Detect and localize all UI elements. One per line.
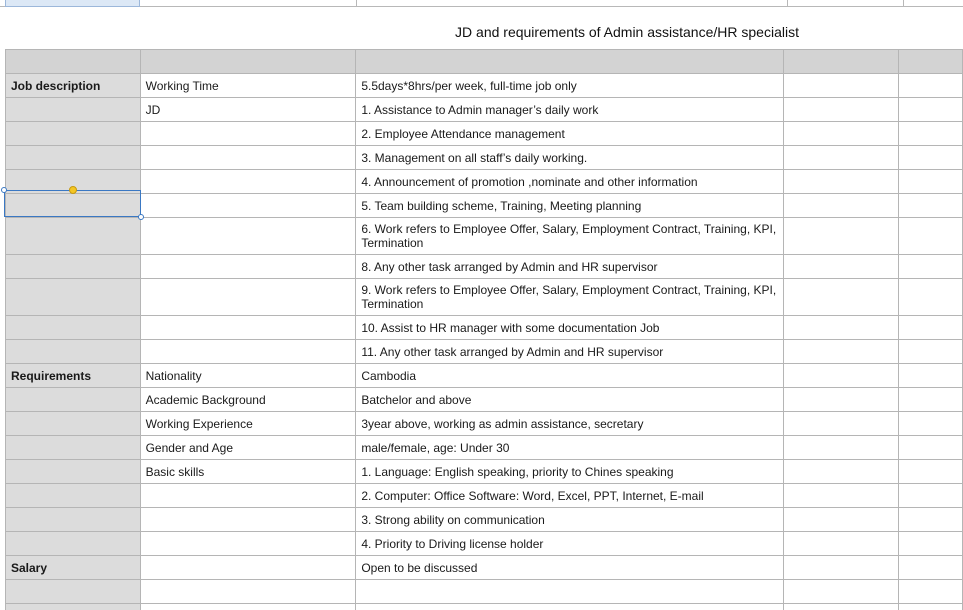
category-cell[interactable] [6, 218, 141, 255]
empty-cell[interactable] [899, 436, 963, 460]
detail-cell[interactable]: Batchelor and above [356, 388, 784, 412]
detail-cell[interactable]: 3. Management on all staff’s daily working. [356, 146, 784, 170]
empty-cell[interactable] [899, 316, 963, 340]
empty-cell[interactable] [899, 218, 963, 255]
item-cell[interactable] [140, 170, 356, 194]
empty-cell[interactable] [784, 340, 899, 364]
table-row [6, 170, 963, 194]
category-cell[interactable] [6, 508, 141, 532]
detail-cell[interactable]: Cambodia [356, 364, 784, 388]
category-cell[interactable] [6, 316, 141, 340]
detail-cell[interactable]: 3. Strong ability on communication [356, 508, 784, 532]
table-row [6, 122, 963, 146]
empty-cell[interactable] [899, 146, 963, 170]
category-cell[interactable] [6, 532, 141, 556]
table-row [6, 218, 963, 255]
empty-cell[interactable] [899, 484, 963, 508]
item-cell[interactable] [140, 580, 356, 604]
item-cell[interactable]: JD [140, 98, 356, 122]
item-cell[interactable] [140, 604, 356, 610]
detail-cell[interactable]: 2. Computer: Office Software: Word, Excel, PPT, Internet, E-mail [356, 484, 784, 508]
empty-cell[interactable] [784, 279, 899, 316]
empty-cell[interactable] [899, 255, 963, 279]
empty-cell[interactable] [784, 508, 899, 532]
item-cell[interactable] [140, 340, 356, 364]
item-cell[interactable]: Nationality [140, 364, 356, 388]
empty-cell[interactable] [899, 460, 963, 484]
empty-cell[interactable] [899, 580, 963, 604]
detail-cell[interactable] [356, 580, 784, 604]
table-row [6, 532, 963, 556]
previous-row-cell[interactable] [5, 0, 140, 7]
category-cell[interactable] [6, 98, 141, 122]
empty-cell[interactable] [899, 604, 963, 610]
table-row [6, 74, 963, 98]
category-cell[interactable] [6, 388, 141, 412]
item-cell[interactable] [140, 508, 356, 532]
table-row [6, 412, 963, 436]
table-row [6, 279, 963, 316]
empty-cell[interactable] [784, 436, 899, 460]
item-cell[interactable] [140, 316, 356, 340]
table-row [6, 556, 963, 580]
detail-cell[interactable]: 5. Team building scheme, Training, Meeting planning [356, 194, 784, 218]
item-cell[interactable]: Working Experience [140, 412, 356, 436]
header-cell[interactable] [140, 50, 356, 74]
item-cell[interactable] [140, 255, 356, 279]
empty-cell[interactable] [784, 122, 899, 146]
sheet-title: JD and requirements of Admin assistance/HR specialist [455, 24, 799, 40]
table-row [6, 146, 963, 170]
empty-cell[interactable] [784, 460, 899, 484]
item-cell[interactable] [140, 279, 356, 316]
empty-cell[interactable] [899, 340, 963, 364]
header-cell[interactable] [6, 50, 141, 74]
category-cell[interactable]: Salary [6, 556, 141, 580]
detail-cell[interactable] [356, 604, 784, 610]
category-cell[interactable]: Job description [6, 74, 141, 98]
empty-cell[interactable] [899, 364, 963, 388]
category-cell[interactable] [6, 340, 141, 364]
item-cell[interactable]: Working Time [140, 74, 356, 98]
item-cell[interactable] [140, 484, 356, 508]
item-cell[interactable] [140, 194, 356, 218]
table-row [6, 364, 963, 388]
item-cell[interactable] [140, 532, 356, 556]
category-cell[interactable]: Requirements [6, 364, 141, 388]
detail-cell[interactable]: 4. Announcement of promotion ,nominate and other information [356, 170, 784, 194]
category-cell[interactable] [6, 122, 141, 146]
item-cell[interactable]: Academic Background [140, 388, 356, 412]
cell-selection-box[interactable] [4, 190, 141, 217]
previous-row-cell[interactable] [357, 0, 788, 7]
selection-handle-top-left[interactable] [1, 187, 7, 193]
empty-cell[interactable] [784, 170, 899, 194]
table-row [6, 388, 963, 412]
table-header-row [6, 50, 963, 74]
empty-cell[interactable] [784, 316, 899, 340]
detail-cell[interactable]: 1. Assistance to Admin manager’s daily work [356, 98, 784, 122]
table-row [6, 604, 963, 610]
empty-cell[interactable] [784, 556, 899, 580]
empty-cell[interactable] [899, 556, 963, 580]
header-cell[interactable] [784, 50, 899, 74]
detail-cell[interactable]: male/female, age: Under 30 [356, 436, 784, 460]
category-cell[interactable] [6, 279, 141, 316]
category-cell[interactable] [6, 604, 141, 610]
previous-row-strip [0, 0, 963, 7]
empty-cell[interactable] [899, 170, 963, 194]
item-cell[interactable]: Gender and Age [140, 436, 356, 460]
table-row [6, 194, 963, 218]
detail-cell[interactable]: 10. Assist to HR manager with some documentation Job [356, 316, 784, 340]
empty-cell[interactable] [899, 98, 963, 122]
empty-cell[interactable] [899, 532, 963, 556]
detail-cell[interactable]: Open to be discussed [356, 556, 784, 580]
detail-cell[interactable]: 8. Any other task arranged by Admin and HR supervisor [356, 255, 784, 279]
detail-cell[interactable]: 4. Priority to Driving license holder [356, 532, 784, 556]
empty-cell[interactable] [784, 604, 899, 610]
item-cell[interactable] [140, 218, 356, 255]
previous-row-cell[interactable] [788, 0, 904, 7]
category-cell[interactable] [6, 146, 141, 170]
category-cell[interactable] [6, 580, 141, 604]
detail-cell[interactable]: 2. Employee Attendance management [356, 122, 784, 146]
table-row [6, 508, 963, 532]
empty-cell[interactable] [784, 194, 899, 218]
empty-cell[interactable] [784, 218, 899, 255]
category-cell[interactable] [6, 436, 141, 460]
detail-cell[interactable]: 6. Work refers to Employee Offer, Salary, Employment Contract, Training, KPI, Termination [356, 218, 784, 255]
selection-drag-handle[interactable] [69, 186, 77, 194]
detail-cell[interactable]: 11. Any other task arranged by Admin and HR supervisor [356, 340, 784, 364]
table-row [6, 436, 963, 460]
detail-cell[interactable]: 3year above, working as admin assistance, secretary [356, 412, 784, 436]
category-cell[interactable] [6, 412, 141, 436]
empty-cell[interactable] [899, 74, 963, 98]
empty-cell[interactable] [784, 98, 899, 122]
table-row [6, 460, 963, 484]
empty-cell[interactable] [899, 508, 963, 532]
empty-cell[interactable] [899, 279, 963, 316]
header-cell[interactable] [899, 50, 963, 74]
table-row [6, 340, 963, 364]
selection-handle-bottom-right[interactable] [138, 214, 144, 220]
empty-cell[interactable] [899, 122, 963, 146]
detail-cell[interactable]: 5.5days*8hrs/per week, full-time job only [356, 74, 784, 98]
table-row [6, 484, 963, 508]
empty-cell[interactable] [784, 532, 899, 556]
table-row [6, 255, 963, 279]
detail-cell[interactable]: 1. Language: English speaking, priority to Chines speaking [356, 460, 784, 484]
empty-cell[interactable] [784, 412, 899, 436]
empty-cell[interactable] [899, 194, 963, 218]
item-cell[interactable] [140, 146, 356, 170]
category-cell[interactable] [6, 484, 141, 508]
empty-cell[interactable] [784, 484, 899, 508]
table-row [6, 98, 963, 122]
table-row [6, 580, 963, 604]
data-table [5, 49, 963, 610]
previous-row-cell[interactable] [140, 0, 357, 7]
empty-cell[interactable] [784, 146, 899, 170]
empty-cell[interactable] [784, 255, 899, 279]
empty-cell[interactable] [899, 388, 963, 412]
category-cell[interactable] [6, 255, 141, 279]
empty-cell[interactable] [784, 364, 899, 388]
empty-cell[interactable] [784, 388, 899, 412]
empty-cell[interactable] [899, 412, 963, 436]
item-cell[interactable] [140, 556, 356, 580]
category-cell[interactable] [6, 460, 141, 484]
detail-cell[interactable]: 9. Work refers to Employee Offer, Salary, Employment Contract, Training, KPI, Termination [356, 279, 784, 316]
empty-cell[interactable] [784, 74, 899, 98]
table-row [6, 316, 963, 340]
empty-cell[interactable] [784, 580, 899, 604]
item-cell[interactable] [140, 122, 356, 146]
item-cell[interactable]: Basic skills [140, 460, 356, 484]
header-cell[interactable] [356, 50, 784, 74]
